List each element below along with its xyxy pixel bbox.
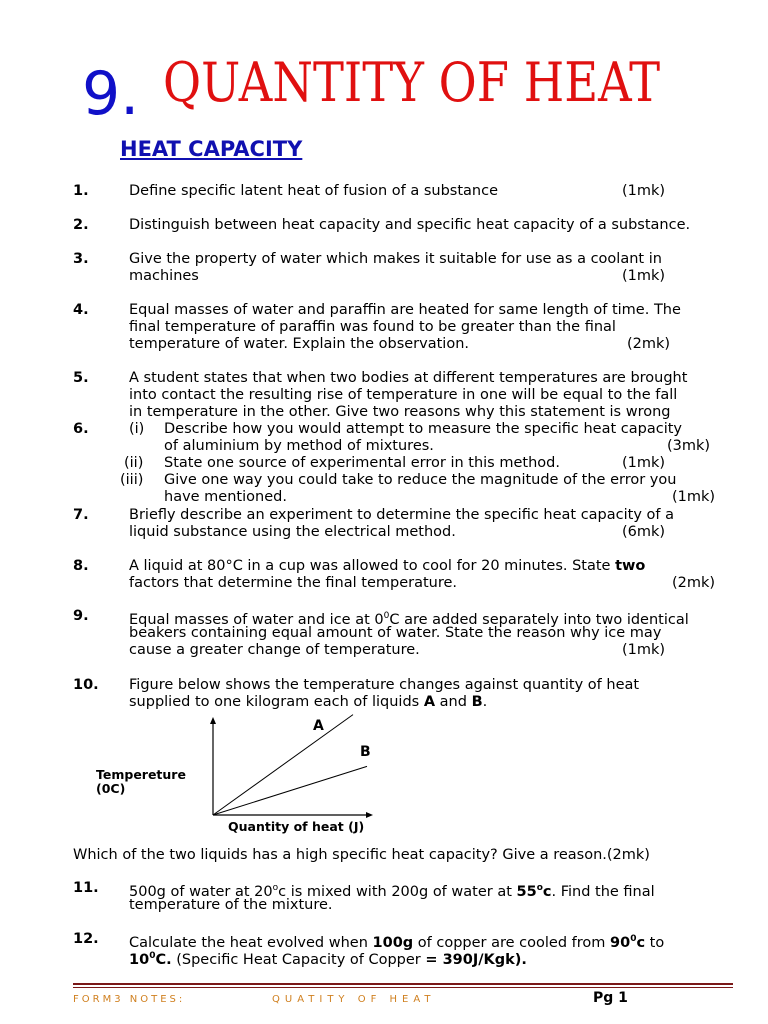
question-text: Equal masses of water and paraffin are heated for same length of time. The bbox=[129, 302, 681, 318]
question-text: machines bbox=[129, 268, 199, 284]
chart-series-label-b: B bbox=[360, 744, 371, 760]
superscript: 0 bbox=[383, 611, 390, 621]
question-number: 6. bbox=[73, 421, 89, 437]
footer-rule bbox=[73, 983, 733, 985]
question-text: A student states that when two bodies at different temperatures are brought bbox=[129, 370, 688, 386]
question-marks: (2mk) bbox=[627, 336, 671, 352]
bold-text: = 390J/Kgk). bbox=[425, 951, 527, 968]
chart-x-label: Quantity of heat (J) bbox=[228, 819, 365, 834]
text-run: supplied to one kilogram each of liquids bbox=[129, 694, 424, 710]
subquestion-text: Describe how you would attempt to measure the specific heat capacity bbox=[164, 421, 682, 437]
text-run: c is mixed with 200g of water at bbox=[278, 883, 517, 900]
x-axis-arrow bbox=[366, 812, 373, 818]
series-line-b bbox=[213, 766, 367, 815]
text-run: Calculate the heat evolved when bbox=[129, 934, 373, 951]
chart-series-label-a: A bbox=[313, 718, 324, 734]
text-run: and bbox=[435, 694, 472, 710]
subquestion-number: (i) bbox=[129, 421, 145, 437]
bold-text: 10 bbox=[129, 951, 150, 968]
subquestion-text: Give one way you could take to reduce the magnitude of the error you bbox=[164, 472, 677, 488]
question-marks: (1mk) bbox=[622, 268, 666, 284]
subquestion-number: (iii) bbox=[120, 472, 144, 488]
question-text: Figure below shows the temperature changes against quantity of heat bbox=[129, 677, 640, 693]
chapter-number: 9. bbox=[82, 59, 140, 129]
question-marks: (1mk) bbox=[672, 489, 716, 505]
question-text: Define specific latent heat of fusion of a substance bbox=[129, 183, 498, 199]
question-marks: (1mk) bbox=[622, 455, 666, 471]
question-text: into contact the resulting rise of temperature in one will be equal to the fall bbox=[129, 387, 678, 403]
question-marks: (2mk) bbox=[672, 575, 716, 591]
question-text: liquid substance using the electrical method. bbox=[129, 524, 456, 540]
question-marks: (1mk) bbox=[622, 183, 666, 199]
bold-text: A bbox=[423, 694, 436, 710]
superscript: o bbox=[536, 883, 543, 893]
text-run: . bbox=[482, 694, 488, 710]
footer-rule bbox=[73, 987, 733, 988]
text-run: Equal masses of water and ice at 0 bbox=[129, 611, 384, 628]
bold-text: C. bbox=[155, 951, 172, 968]
question-marks: (6mk) bbox=[622, 524, 666, 540]
bold-text: c bbox=[636, 934, 646, 951]
text-run: A liquid at 80°C in a cup was allowed to cool for 20 minutes. State bbox=[129, 558, 616, 574]
bold-text: c bbox=[542, 883, 552, 900]
subquestion-text: State one source of experimental error in this method. bbox=[164, 455, 560, 471]
bold-text: 90 bbox=[610, 934, 631, 951]
footer-topic-text: QUATITY OF HEAT bbox=[272, 994, 436, 1005]
subquestion-number: (ii) bbox=[124, 455, 144, 471]
text-run: 500g of water at 20 bbox=[129, 883, 273, 900]
question-text: Briefly describe an experiment to determine the specific heat capacity of a bbox=[129, 507, 674, 523]
question-text: beakers containing equal amount of water. State the reason why ice may bbox=[129, 625, 662, 641]
question-number: 12. bbox=[73, 931, 99, 947]
bold-text: two bbox=[615, 558, 646, 574]
chapter-title: QUANTITY OF HEAT bbox=[163, 51, 661, 114]
question-text: in temperature in the other. Give two reasons why this statement is wrong bbox=[129, 404, 671, 420]
question-number: 7. bbox=[73, 507, 89, 523]
question-text: temperature of water. Explain the observation. bbox=[129, 336, 469, 352]
text-run: . Find the final bbox=[551, 883, 655, 900]
question-number: 4. bbox=[73, 302, 89, 318]
subquestion-text: of aluminium by method of mixtures. bbox=[164, 438, 434, 454]
question-marks: (3mk) bbox=[667, 438, 711, 454]
question-text: Give the property of water which makes it suitable for use as a coolant in bbox=[129, 251, 662, 267]
question-number: 1. bbox=[73, 183, 89, 199]
question-number: 10. bbox=[73, 677, 99, 693]
question-text bbox=[129, 948, 729, 969]
question-number: 9. bbox=[73, 608, 89, 624]
text-run: of copper are cooled from bbox=[413, 934, 610, 951]
superscript: 0 bbox=[149, 951, 156, 961]
question-text: temperature of the mixture. bbox=[129, 897, 333, 913]
question-number: 2. bbox=[73, 217, 89, 233]
question-text: Distinguish between heat capacity and specific heat capacity of a substance. bbox=[129, 217, 691, 233]
question-text: Which of the two liquids has a high specific heat capacity? Give a reason.(2mk) bbox=[73, 847, 650, 863]
superscript: o bbox=[272, 883, 279, 893]
chart-y-label: Tempereture bbox=[96, 767, 186, 782]
question-number: 8. bbox=[73, 558, 89, 574]
footer-left-text: FORM3 NOTES: bbox=[73, 994, 186, 1005]
question-text: cause a greater change of temperature. bbox=[129, 642, 420, 658]
question-text: factors that determine the final temperature. bbox=[129, 575, 458, 591]
question-number: 3. bbox=[73, 251, 89, 267]
bold-text: B bbox=[471, 694, 483, 710]
bold-text: 55 bbox=[516, 883, 537, 900]
series-layer bbox=[213, 715, 367, 815]
bold-text: 100g bbox=[372, 934, 414, 951]
text-run: (Specific Heat Capacity of Copper bbox=[171, 951, 426, 968]
question-number: 11. bbox=[73, 880, 99, 896]
subquestion-text: have mentioned. bbox=[164, 489, 287, 505]
series-line-a bbox=[213, 715, 353, 815]
superscript: 0 bbox=[630, 934, 637, 944]
question-marks: (1mk) bbox=[622, 642, 666, 658]
chart-y-label-unit: (0C) bbox=[96, 781, 126, 796]
text-run: to bbox=[645, 934, 665, 951]
text-run: C are added separately into two identical bbox=[389, 611, 689, 628]
section-title: HEAT CAPACITY bbox=[120, 137, 303, 161]
y-axis-arrow bbox=[210, 717, 216, 724]
page-number: Pg 1 bbox=[593, 990, 628, 1006]
question-number: 5. bbox=[73, 370, 89, 386]
question-text: final temperature of paraffin was found to be greater than the final bbox=[129, 319, 616, 335]
